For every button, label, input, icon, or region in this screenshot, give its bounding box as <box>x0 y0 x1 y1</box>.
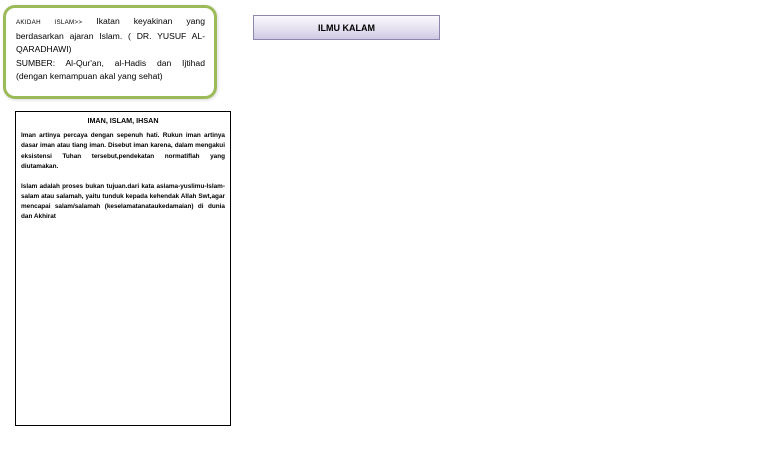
ilmu-kalam-title: ILMU KALAM <box>318 22 375 33</box>
akidah-islam-box <box>3 5 217 99</box>
ilmu-kalam-box <box>253 15 440 40</box>
islam-paragraph: Islam adalah proses bukan tujuan.dari kata aslama-yuslimu-Islam-salam atau salamah, yaitu tunduk kepada kehendak Allah Swt,agar mencapai salam/salamah (keselamatanataukedamaian) di dunia dan Akhirat <box>21 182 225 221</box>
iman-islam-ihsan-title: IMAN, ISLAM, IHSAN <box>87 116 159 125</box>
akidah-lead-label: AKIDAH ISLAM>> <box>16 19 83 26</box>
akidah-definition-paragraph <box>16 15 205 57</box>
akidah-definition-text: Ikatan keyakinan yang berdasarkan ajaran Islam. ( DR. YUSUF AL-QARADHAWI) <box>16 16 205 55</box>
iman-islam-ihsan-box <box>15 111 231 426</box>
akidah-source-text: SUMBER: Al-Qur'an, al-Hadis dan Ijtihad (dengan kemampuan akal yang sehat) <box>16 57 205 82</box>
iman-paragraph: Iman artinya percaya dengan sepenuh hati. Rukun iman artinya dasar iman atau tiang iman. Disebut iman karena, dalam mengakui eksistensi Tuhan tersebut,pendekatan normatiflah yang diutamakan. <box>21 132 225 170</box>
